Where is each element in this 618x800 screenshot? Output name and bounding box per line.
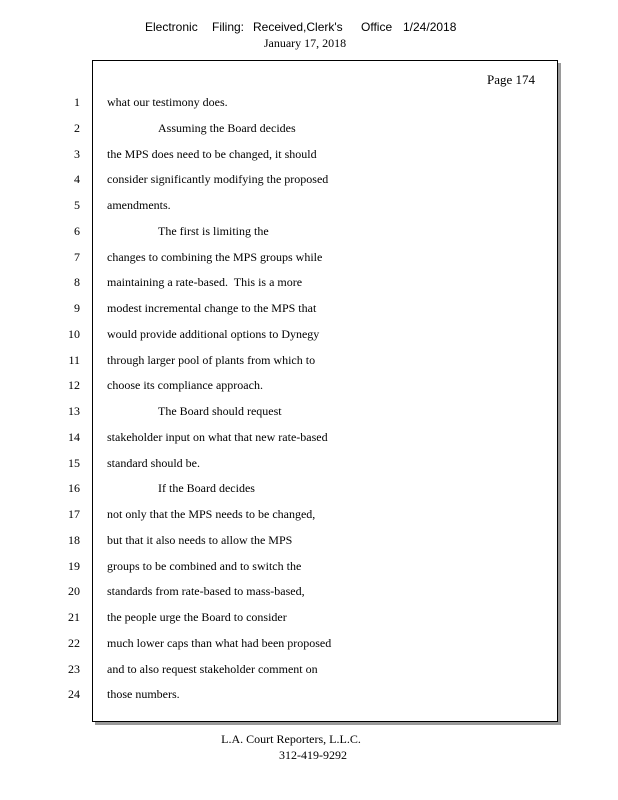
line-number: 19 [68, 558, 80, 573]
line-number: 17 [68, 507, 80, 521]
line-text: standards from rate-based to mass-based, [107, 584, 305, 599]
line-number: 16 [68, 481, 80, 496]
header-date: January 17, 2018 [263, 36, 347, 50]
line-number: 8 [74, 275, 80, 290]
line-number: 3 [74, 146, 80, 161]
line-number: 4 [74, 172, 80, 187]
line-number: 21 [68, 610, 80, 624]
line-text: modest incremental change to the MPS that [107, 301, 317, 315]
line-text: the MPS does need to be changed, it should [107, 146, 317, 161]
transcript-line [0, 453, 600, 473]
transcript-line [0, 607, 600, 627]
transcript-line [0, 92, 600, 112]
line-number: 24 [68, 687, 80, 702]
line-number: 1 [74, 95, 80, 109]
line-text: changes to combining the MPS groups while [107, 249, 323, 264]
line-text: consider significantly modifying the proposed [107, 172, 329, 187]
transcript-line [0, 221, 600, 241]
line-text: and to also request stakeholder comment on [107, 661, 318, 676]
line-text: If the Board decides [158, 481, 255, 496]
transcript-line [0, 375, 600, 395]
line-number: 13 [68, 404, 80, 418]
line-number: 2 [74, 120, 80, 135]
transcript-line [0, 247, 600, 267]
line-text: stakeholder input on what that new rate-based [107, 429, 328, 444]
line-number: 14 [68, 429, 80, 444]
line-text: Assuming the Board decides [158, 120, 296, 135]
line-number: 18 [68, 532, 80, 547]
line-text: maintaining a rate-based. This is a more [107, 275, 303, 290]
stamp-word-received: Received,Clerk's [253, 20, 343, 34]
line-text: not only that the MPS needs to be changed, [107, 507, 316, 521]
stamp-date: 1/24/2018 [403, 20, 457, 34]
transcript-line [0, 144, 600, 164]
line-text: those numbers. [107, 687, 180, 702]
line-text: what our testimony does. [107, 95, 228, 109]
filing-stamp [0, 20, 618, 36]
line-number: 22 [68, 635, 80, 650]
line-number: 23 [68, 661, 80, 676]
stamp-word-filing: Filing: [212, 20, 245, 34]
line-text: The first is limiting the [158, 223, 269, 238]
transcript-line [0, 350, 600, 370]
footer-company: L.A. Court Reporters, L.L.C. [221, 732, 361, 746]
stamp-word-electronic: Electronic [145, 20, 198, 34]
footer-phone: 312-419-9292 [279, 748, 347, 762]
page-number: Page 174 [486, 72, 535, 87]
line-number: 12 [68, 378, 80, 393]
transcript-line [0, 659, 600, 679]
line-number: 20 [68, 584, 80, 599]
transcript-line [0, 401, 600, 421]
line-text: amendments. [107, 198, 171, 212]
line-text: standard should be. [107, 455, 200, 470]
line-number: 9 [74, 301, 80, 315]
transcript-line [0, 427, 600, 447]
transcript-line [0, 298, 600, 318]
transcript-line [0, 118, 600, 138]
line-text: would provide additional options to Dynegy [107, 326, 320, 341]
transcript-line [0, 684, 600, 704]
transcript-line [0, 272, 600, 292]
line-text: through larger pool of plants from which to [107, 352, 316, 367]
line-number: 15 [68, 455, 80, 470]
transcript-line [0, 581, 600, 601]
line-number: 7 [74, 249, 80, 264]
line-text: groups to be combined and to switch the [107, 558, 302, 573]
transcript-line [0, 504, 600, 524]
line-text: The Board should request [158, 404, 282, 418]
transcript-line [0, 633, 600, 653]
line-text: choose its compliance approach. [107, 378, 263, 393]
transcript-line [0, 530, 600, 550]
line-number: 6 [74, 223, 80, 238]
transcript-line [0, 324, 600, 344]
stamp-word-office: Office [361, 20, 393, 34]
line-text: the people urge the Board to consider [107, 610, 287, 624]
transcript-line [0, 556, 600, 576]
transcript-line [0, 195, 600, 215]
transcript-line [0, 169, 600, 189]
line-number: 10 [68, 326, 80, 341]
transcript-line [0, 478, 600, 498]
line-text: much lower caps than what had been proposed [107, 635, 332, 650]
line-number: 11 [68, 352, 80, 367]
line-number: 5 [74, 198, 80, 212]
line-text: but that it also needs to allow the MPS [107, 532, 293, 547]
